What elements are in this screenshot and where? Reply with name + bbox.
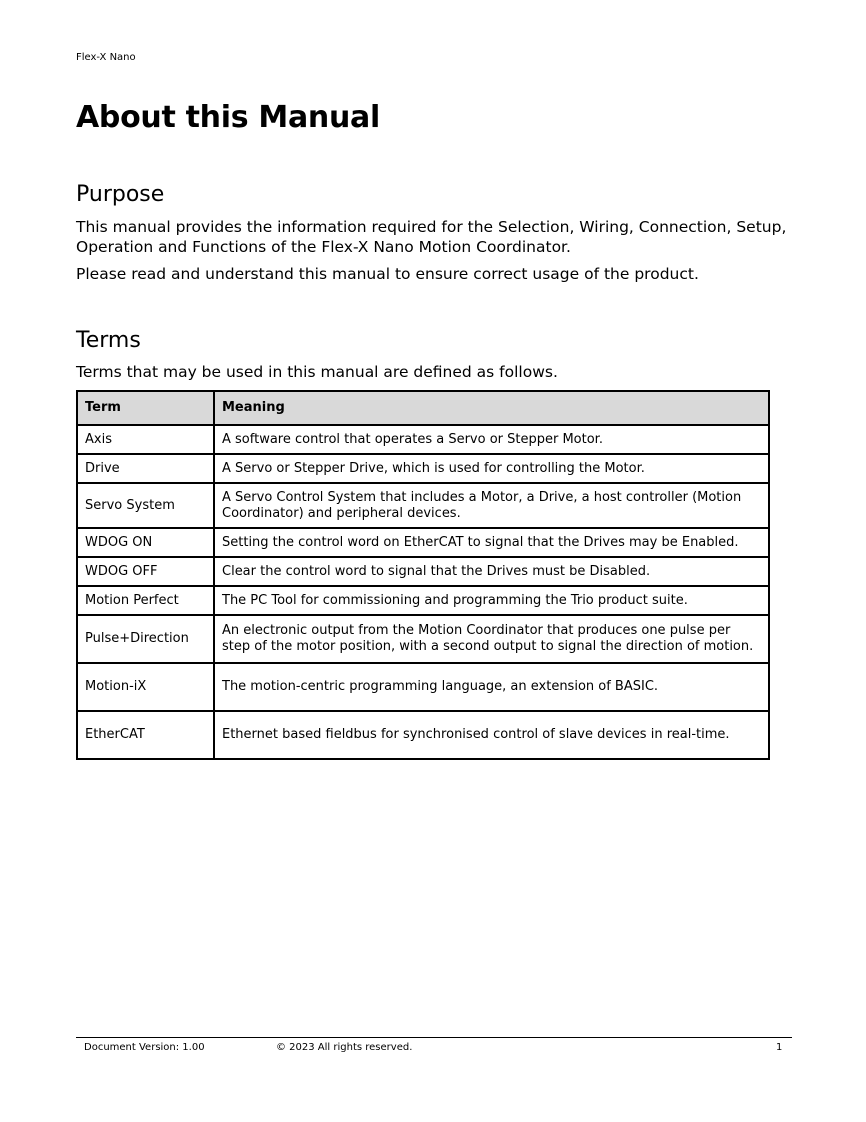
page-title: About this Manual xyxy=(76,100,380,135)
terms-heading: Terms xyxy=(76,328,141,353)
purpose-heading: Purpose xyxy=(76,182,165,207)
purpose-paragraph: Please read and understand this manual to ensure correct usage of the product. xyxy=(76,265,699,283)
terms-table xyxy=(76,390,770,760)
table-row xyxy=(77,615,769,663)
term-cell: WDOG OFF xyxy=(77,557,214,586)
table-header-row xyxy=(77,391,769,425)
term-cell: Motion-iX xyxy=(77,663,214,711)
meaning-cell: The motion-centric programming language, an extension of BASIC. xyxy=(214,663,769,711)
term-cell: Pulse+Direction xyxy=(77,615,214,663)
table-row xyxy=(77,454,769,483)
meaning-cell: A Servo Control System that includes a Motor, a Drive, a host controller (Motion Coordinator) and peripheral devices. xyxy=(214,483,769,528)
table-row xyxy=(77,557,769,586)
table-row xyxy=(77,586,769,615)
meaning-cell: Ethernet based fieldbus for synchronised control of slave devices in real-time. xyxy=(214,711,769,759)
meaning-cell: Setting the control word on EtherCAT to signal that the Drives may be Enabled. xyxy=(214,528,769,557)
terms-intro: Terms that may be used in this manual are defined as follows. xyxy=(76,363,558,381)
meaning-cell: A software control that operates a Servo or Stepper Motor. xyxy=(214,425,769,454)
column-header-term: Term xyxy=(77,391,214,425)
table-row xyxy=(77,711,769,759)
table-row xyxy=(77,425,769,454)
meaning-cell: An electronic output from the Motion Coordinator that produces one pulse per step of the motor position, with a second output to signal the direction of motion. xyxy=(214,615,769,663)
term-cell: EtherCAT xyxy=(77,711,214,759)
term-cell: Servo System xyxy=(77,483,214,528)
table-row xyxy=(77,663,769,711)
table-row xyxy=(77,483,769,528)
meaning-cell: A Servo or Stepper Drive, which is used for controlling the Motor. xyxy=(214,454,769,483)
copyright-notice: © 2023 All rights reserved. xyxy=(276,1042,413,1053)
column-header-meaning: Meaning xyxy=(214,391,769,425)
term-cell: Motion Perfect xyxy=(77,586,214,615)
table-row xyxy=(77,528,769,557)
page-number: 1 xyxy=(776,1042,783,1053)
page-header: Flex-X Nano xyxy=(76,52,136,63)
document-version: Document Version: 1.00 xyxy=(84,1042,205,1053)
footer-divider xyxy=(76,1037,792,1038)
term-cell: Axis xyxy=(77,425,214,454)
term-cell: Drive xyxy=(77,454,214,483)
term-cell: WDOG ON xyxy=(77,528,214,557)
purpose-paragraph: This manual provides the information required for the Selection, Wiring, Connection, Setup, Operation and Functions of the Flex-X Nano Motion Coordinator. xyxy=(76,218,787,256)
meaning-cell: Clear the control word to signal that the Drives must be Disabled. xyxy=(214,557,769,586)
meaning-cell: The PC Tool for commissioning and programming the Trio product suite. xyxy=(214,586,769,615)
